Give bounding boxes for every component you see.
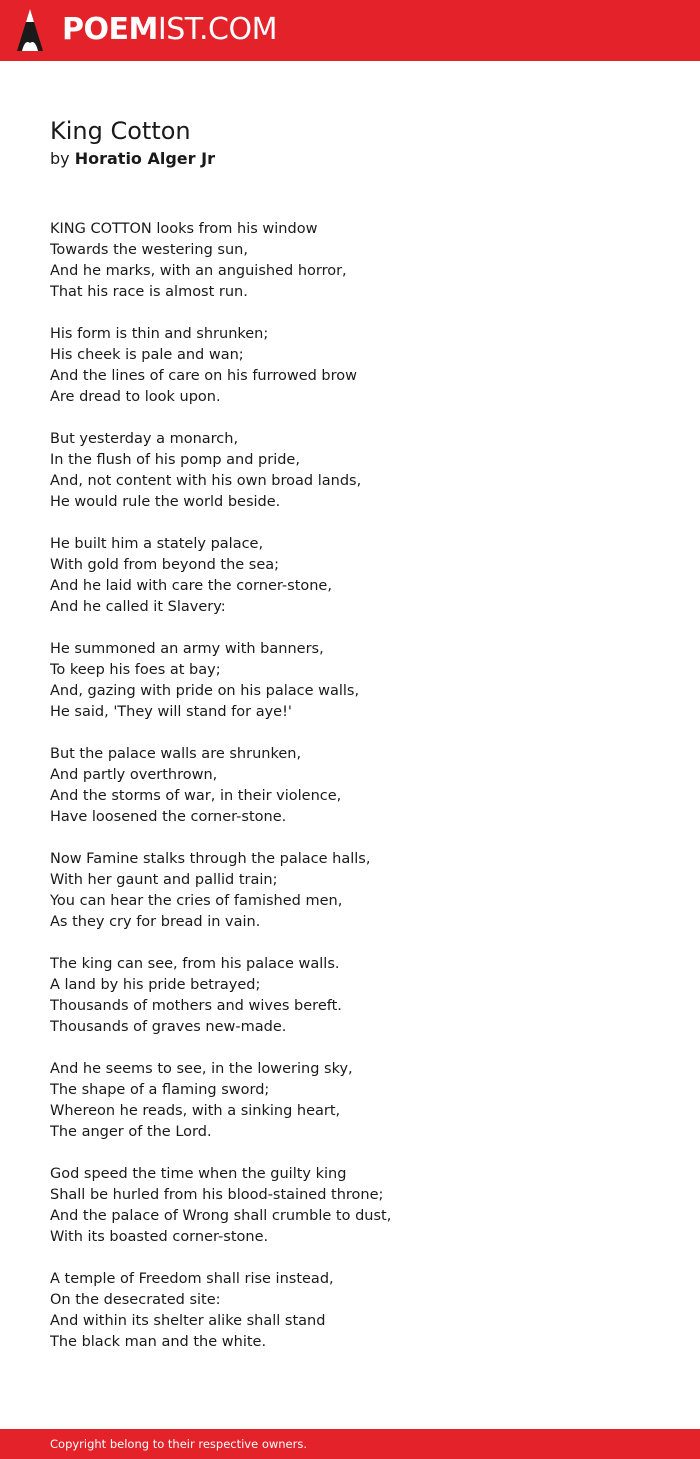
poem-line: With gold from beyond the sea; [50,557,280,573]
poem-line: And he called it Slavery: [50,599,226,615]
poem-line: A temple of Freedom shall rise instead, [50,1271,334,1287]
poem-line: A land by his pride betrayed; [50,977,261,993]
logo-light-text: IST.COM [157,12,277,47]
poem-line: He built him a stately palace, [50,536,264,552]
stanza [50,1059,670,1143]
poem-line: The black man and the white. [50,1334,267,1350]
stanza [50,1269,670,1353]
site-header [0,0,700,61]
site-footer [0,1429,700,1459]
poem-line: Whereon he reads, with a sinking heart, [50,1103,341,1119]
poem-line: The king can see, from his palace walls. [50,956,340,972]
poem-line: And, gazing with pride on his palace walls, [50,683,360,699]
poem-line: And partly overthrown, [50,767,218,783]
poem-line: And within its shelter alike shall stand [50,1313,326,1329]
poem-line: And the palace of Wrong shall crumble to dust, [50,1208,392,1224]
stanza [50,849,670,933]
poem-line: With its boasted corner-stone. [50,1229,269,1245]
poem-line: On the desecrated site: [50,1292,221,1308]
poem-line: And, not content with his own broad lands, [50,473,362,489]
poem-line: God speed the time when the guilty king [50,1166,347,1182]
poem-line: Thousands of graves new-made. [50,1019,287,1035]
poem-line: The shape of a flaming sword; [50,1082,270,1098]
poem-line: Towards the westering sun, [50,242,248,258]
stanza [50,1164,670,1248]
poem-line: The anger of the Lord. [50,1124,212,1140]
poem-line: His form is thin and shrunken; [50,326,269,342]
author-name: Horatio Alger Jr [74,149,215,168]
poem-line: KING COTTON looks from his window [50,221,318,237]
poem-line: And he laid with care the corner-stone, [50,578,332,594]
stanza [50,639,670,723]
poem-line: As they cry for bread in vain. [50,914,261,930]
poem-line: You can hear the cries of famished men, [50,893,343,909]
poem-line: Have loosened the corner-stone. [50,809,287,825]
stanza [50,219,670,303]
poem-line: Now Famine stalks through the palace halls, [50,851,371,867]
pencil-tip-icon[interactable] [17,9,43,51]
poem-line: He summoned an army with banners, [50,641,324,657]
poem-line: But the palace walls are shrunken, [50,746,302,762]
stanza [50,324,670,408]
poem-line: Thousands of mothers and wives bereft. [50,998,342,1014]
poem-title: King Cotton [50,117,191,145]
poem-line: In the flush of his pomp and pride, [50,452,300,468]
logo-bold-text: POEM [62,12,158,47]
poem-line: And the lines of care on his furrowed brow [50,368,358,384]
poem-line: And the storms of war, in their violence, [50,788,342,804]
poem-body [50,219,670,1374]
poem-line: But yesterday a monarch, [50,431,239,447]
poem-line: With her gaunt and pallid train; [50,872,278,888]
poem-line: He would rule the world beside. [50,494,281,510]
poem-line: And he seems to see, in the lowering sky, [50,1061,353,1077]
byline [50,148,215,170]
poem-line: He said, 'They will stand for aye!' [50,704,292,720]
copyright-text: Copyright belong to their respective owners. [50,1437,308,1451]
site-logo[interactable] [62,12,277,48]
stanza [50,954,670,1038]
poem-line: That his race is almost run. [50,284,248,300]
stanza [50,534,670,618]
stanza [50,744,670,828]
poem-line: His cheek is pale and wan; [50,347,244,363]
poem-line: Shall be hurled from his blood-stained throne; [50,1187,384,1203]
stanza [50,429,670,513]
poem-line: Are dread to look upon. [50,389,221,405]
poem-line: To keep his foes at bay; [50,662,221,678]
poem-line: And he marks, with an anguished horror, [50,263,347,279]
by-label: by [50,149,70,168]
